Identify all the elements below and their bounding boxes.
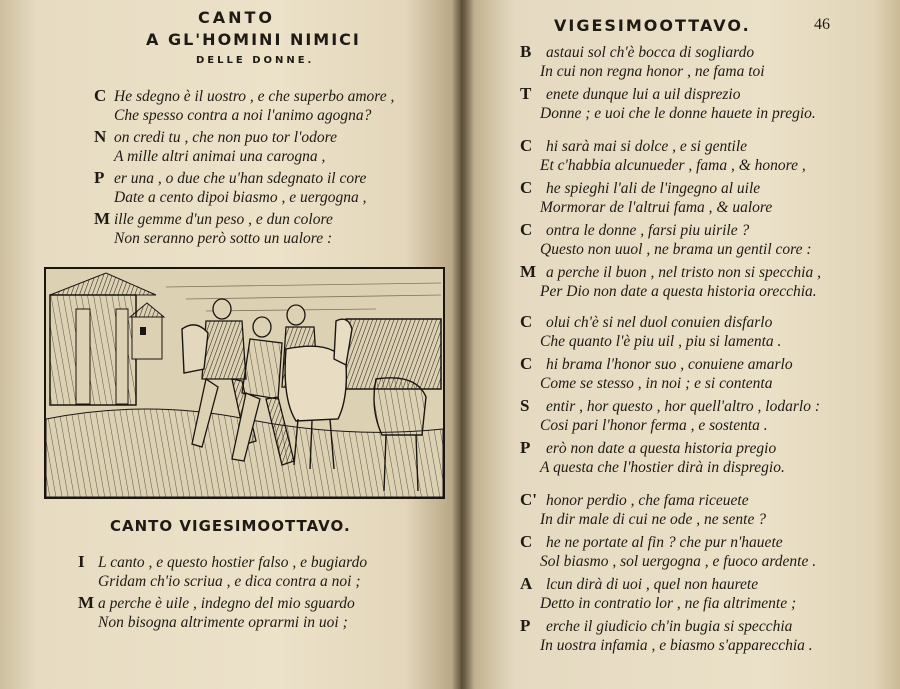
verse-line	[520, 438, 776, 458]
line-initial: M	[78, 593, 95, 612]
line-text: Donne ; e uoi che le donne hauete in pregio.	[540, 105, 816, 122]
line-text: ille gemme d'un peso , e dun colore	[114, 211, 333, 228]
verse-line	[540, 553, 816, 571]
page-number: 46	[814, 16, 830, 33]
line-text: Sol biasmo , sol uergogna , e fuoco ardente .	[540, 553, 817, 570]
left-running-header: CANTO	[198, 8, 276, 27]
line-initial: C	[520, 312, 533, 331]
verse-line	[520, 178, 760, 198]
verse-line	[520, 84, 740, 104]
verse-line	[94, 168, 366, 188]
line-text: He sdegno è il uostro , e che superbo amore ,	[114, 88, 395, 105]
line-initial: C	[520, 220, 533, 239]
verse-line	[520, 574, 758, 594]
verse-line	[114, 107, 371, 125]
left-subheader: A GL'HOMINI NIMICI	[146, 30, 361, 49]
verse-line	[520, 354, 793, 374]
verse-line	[98, 573, 360, 591]
verse-line	[540, 283, 817, 301]
line-text: er una , o due che u'han sdegnato il core	[114, 170, 367, 187]
right-running-header: VIGESIMOOTTAVO.	[554, 16, 751, 35]
verse-line	[78, 552, 367, 572]
verse-line	[520, 220, 749, 240]
line-text: enete dunque lui a uil disprezio	[546, 86, 741, 103]
line-initial: T	[520, 84, 532, 103]
line-initial: I	[78, 552, 85, 571]
verse-line	[540, 199, 772, 217]
line-text: In dir male di cui ne ode , ne sente ?	[540, 511, 766, 528]
line-text: L canto , e questo hostier falso , e bugiardo	[98, 554, 368, 571]
line-text: honor perdio , che fama riceuete	[546, 492, 749, 509]
line-text: he ne portate al fin ? che pur n'hauete	[546, 534, 783, 551]
line-text: he spieghi l'ali de l'ingegno al uile	[546, 180, 761, 197]
verse-line	[520, 42, 754, 62]
verse-line	[540, 241, 812, 259]
line-text: Detto in contratio lor , ne fia altrimente ;	[540, 595, 797, 612]
line-text: astaui sol ch'è bocca di sogliardo	[546, 44, 755, 61]
line-text: on credi tu , che non puo tor l'odore	[114, 129, 338, 146]
woodcut-illustration	[44, 267, 445, 499]
woodcut-scene	[46, 269, 443, 497]
verse-line	[520, 262, 821, 282]
verse-line	[94, 86, 394, 106]
line-text: ontra le donne , farsi piu uirile ?	[546, 222, 750, 239]
verse-line	[540, 105, 816, 123]
line-text: erche il giudicio ch'in bugia si specchia	[546, 618, 793, 635]
line-text: entir , hor questo , hor quell'altro , lodarlo :	[546, 398, 820, 415]
verse-line	[540, 511, 766, 529]
verse-line	[520, 396, 820, 416]
line-initial: P	[520, 616, 531, 635]
line-text: Per Dio non date a questa historia orecchia.	[540, 283, 817, 300]
verse-line	[520, 312, 772, 332]
book-gutter	[452, 0, 474, 689]
line-text: a perche il buon , nel tristo non si specchia ,	[546, 264, 821, 281]
line-initial: C	[94, 86, 107, 105]
verse-line	[78, 593, 355, 613]
line-initial: C	[520, 178, 533, 197]
line-text: Gridam ch'io scriua , e dica contra a noi ;	[98, 572, 361, 590]
line-initial: S	[520, 396, 530, 415]
line-text: lcun dirà di uoi , quel non haurete	[546, 576, 759, 593]
line-text: Non bisogna altrimente oprarmi in uoi ;	[98, 613, 348, 631]
line-text: Mormorar de l'altrui fama , & ualore	[540, 199, 773, 216]
line-text: erò non date a questa historia pregio	[546, 440, 777, 457]
line-text: Non seranno però sotto un ualore :	[114, 229, 333, 247]
line-initial: P	[520, 438, 531, 457]
line-initial: P	[94, 168, 105, 187]
left-subheader-2: DELLE DONNE.	[196, 55, 315, 66]
line-initial: M	[94, 209, 111, 228]
line-text: In uostra infamia , e biasmo s'apparecchia .	[540, 637, 813, 654]
line-initial: C	[520, 136, 533, 155]
verse-line	[114, 230, 332, 248]
line-text: Che spesso contra a noi l'animo agogna?	[114, 106, 372, 124]
line-initial: C	[520, 532, 533, 551]
line-text: A mille altri animai una carogna ,	[114, 147, 326, 165]
line-text: hi brama l'honor suo , conuiene amarlo	[546, 356, 793, 373]
line-text: a perche è uile , indegno del mio sguardo	[98, 595, 355, 612]
verse-line	[520, 532, 783, 552]
canto-title: CANTO VIGESIMOOTTAVO.	[110, 517, 351, 535]
line-text: Cosi pari l'honor ferma , e sostenta .	[540, 417, 768, 434]
verse-line	[94, 127, 337, 147]
line-text: Che quanto l'è piu uil , piu si lamenta .	[540, 333, 782, 350]
verse-line	[98, 614, 348, 632]
verse-line	[540, 595, 796, 613]
verse-line	[114, 189, 367, 207]
verse-line	[540, 459, 785, 477]
verse-line	[540, 157, 806, 175]
verse-line	[94, 209, 333, 229]
verse-line	[114, 148, 325, 166]
line-text: Et c'habbia alcunueder , fama , & honore ,	[540, 157, 806, 174]
verse-line	[520, 490, 749, 510]
verse-line	[520, 616, 792, 636]
verse-line	[520, 136, 747, 156]
right-page	[462, 0, 900, 689]
line-text: A questa che l'hostier dirà in dispregio.	[540, 459, 785, 476]
line-text: Come se stesso , in noi ; e si contenta	[540, 375, 773, 392]
line-initial: C'	[520, 490, 537, 509]
verse-line	[540, 333, 781, 351]
line-initial: M	[520, 262, 537, 281]
line-text: olui ch'è si nel duol conuien disfarlo	[546, 314, 773, 331]
line-initial: N	[94, 127, 107, 146]
line-initial: B	[520, 42, 532, 61]
verse-line	[540, 417, 768, 435]
verse-line	[540, 63, 765, 81]
line-text: Questo non uuol , ne brama un gentil core :	[540, 241, 812, 258]
line-text: In cui non regna honor , ne fama toi	[540, 63, 765, 80]
line-initial: C	[520, 354, 533, 373]
verse-line	[540, 375, 772, 393]
line-text: hi sarà mai si dolce , e si gentile	[546, 138, 748, 155]
line-text: Date a cento dipoi biasmo , e uergogna ,	[114, 188, 367, 206]
line-initial: A	[520, 574, 533, 593]
verse-line	[540, 637, 813, 655]
